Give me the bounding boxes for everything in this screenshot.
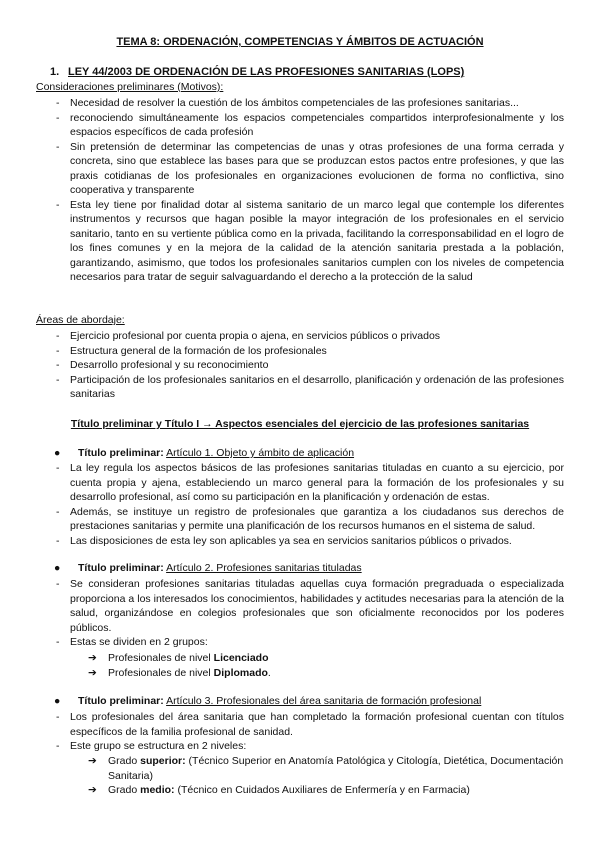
list-item: - Los profesionales del área sanitaria que han completado la formación profesional cuentan con títulos específicos de la familia profesional de sanidad. [56, 711, 564, 738]
dash-marker: - [56, 330, 60, 342]
dash-marker: - [56, 711, 60, 723]
articulo-1-list [36, 461, 564, 548]
list-item: ➔ Grado medio: (Técnico en Cuidados Auxiliares de Enfermería y en Farmacia) [88, 784, 470, 796]
arrow-icon: ➔ [88, 666, 97, 679]
article-link: Artículo 1. Objeto y ámbito de aplicación [166, 447, 355, 459]
section-title: Título preliminar y Título I → Aspectos esenciales del ejercicio de las profesiones sanitarias [70, 418, 530, 430]
dash-marker: - [56, 344, 60, 357]
dash-marker: - [56, 359, 60, 371]
articulo-3-list [36, 710, 564, 754]
list-item: ➔ Grado superior: (Técnico Superior en Anatomía Patológica y Citología, Dietética, Documentación Sanitaria) [88, 755, 564, 782]
dash-marker: - [56, 97, 60, 109]
bullet-marker: ● [54, 447, 61, 459]
document-title: TEMA 8: ORDENACIÓN, COMPETENCIAS Y ÁMBITOS DE ACTUACIÓN [116, 36, 484, 48]
list-item: - Participación de los profesionales sanitarios en el desarrollo, planificación y ordenación de las profesiones sanitarias [56, 373, 564, 400]
dash-marker: - [56, 140, 60, 153]
articulo-3-levels [88, 754, 568, 798]
heading-number: 1. [50, 66, 60, 78]
list-item: - La ley regula los aspectos básicos de las profesiones sanitarias tituladas en cuanto a su ejercicio, por cuenta propia y ajena, estableciendo un marco general para la formación de los profesionales y su desarrollo profesional, así como su participación en la planificación y ordenación de estas. [56, 462, 564, 503]
list-item: - Las disposiciones de esta ley son aplicables ya sea en servicios sanitarios públicos o privados. [56, 534, 512, 547]
bullet-marker: ● [54, 562, 61, 574]
list-item: - Además, se instituye un registro de profesionales que garantiza a los ciudadanos sus derechos de prestaciones sanitarias y permite una planificación de los recursos humanos en el sistema de salud. [56, 505, 564, 532]
articulo-2-groups [88, 651, 568, 680]
bullet-marker: ● [54, 695, 61, 707]
areas-list [36, 329, 564, 402]
list-item: - Esta ley tiene por finalidad dotar al sistema sanitario de un marco legal que contemple los diferentes instrumentos y recursos que hagan posible la mayor integración de los profesionales en el servicio sanitario, tanto en su vertiente pública como en la privada, facilitando la corresponsabilidad en el logro de los fines comunes y en la mejora de la calidad de la atención sanitaria prestada a la población, garantizando, asimismo, que todos los profesionales sanitarios cumplen con los niveles de competencia necesarios para tratar de seguir salvaguardando el derecho a la protección de la salud [56, 198, 564, 283]
list-item: - Sin pretensión de determinar las competencias de unas y otras profesiones de una forma cerrada y concreta, sino que establece las bases para que se produzcan estos pactos entre profesiones, y que las praxis cotidianas de los profesionales en organizaciones evolucionen de forma no conflictiva, sino cooperativa y transparente [56, 140, 564, 196]
heading-text: LEY 44/2003 DE ORDENACIÓN DE LAS PROFESIONES SANITARIAS (LOPS) [68, 66, 465, 78]
areas-label: Áreas de abordaje: [36, 314, 125, 326]
list-item: - Desarrollo profesional y su reconocimiento [56, 359, 269, 371]
article-link: Artículo 2. Profesiones sanitarias tituladas [166, 562, 362, 574]
consideraciones-label: Consideraciones preliminares (Motivos): [36, 81, 224, 93]
consideraciones-list [36, 96, 564, 285]
articulo-2-heading: ● Título preliminar: Artículo 2. Profesiones sanitarias tituladas [54, 562, 362, 574]
arrow-icon: ➔ [88, 755, 97, 767]
list-item: - Estas se dividen en 2 grupos: [56, 636, 208, 648]
articulo-1-heading: ● Título preliminar: Artículo 1. Objeto y ámbito de aplicación [54, 447, 355, 459]
arrow-icon: ➔ [88, 784, 97, 796]
article-link: Artículo 3. Profesionales del área sanitaria de formación profesional [166, 695, 482, 707]
dash-marker: - [56, 578, 60, 590]
dash-marker: - [56, 534, 60, 547]
articulo-3-heading: ● Título preliminar: Artículo 3. Profesionales del área sanitaria de formación profesional [54, 695, 482, 707]
list-item: - Se consideran profesiones sanitarias tituladas aquellas cuya formación pregraduada o especializada proporciona a los interesados los conocimientos, habilidades y actitudes necesarias para la atención de la salud, organizándose en colegios profesionales que son oficialmente reconocidos por los poderes públicos. [56, 578, 564, 634]
section-heading-1 [50, 66, 464, 78]
articulo-2-list [36, 577, 564, 650]
dash-marker: - [56, 462, 60, 474]
list-item: ➔ Profesionales de nivel Licenciado [88, 652, 269, 664]
dash-marker: - [56, 740, 60, 752]
list-item: - reconociendo simultáneamente los espacios competenciales compartidos interprofesionalmente y los espacios específicos de cada profesión [56, 111, 564, 138]
dash-marker: - [56, 111, 60, 124]
dash-marker: - [56, 505, 60, 518]
list-item: - Ejercicio profesional por cuenta propia o ajena, en servicios públicos o privados [56, 330, 441, 342]
dash-marker: - [56, 373, 60, 386]
dash-marker: - [56, 198, 60, 211]
dash-marker: - [56, 636, 60, 648]
list-item: - Estructura general de la formación de los profesionales [56, 344, 327, 357]
list-item: ➔ Profesionales de nivel Diplomado. [88, 666, 271, 679]
list-item: - Necesidad de resolver la cuestión de los ámbitos competenciales de las profesiones sanitarias... [56, 97, 519, 109]
list-item: - Este grupo se estructura en 2 niveles: [56, 740, 247, 752]
arrow-icon: ➔ [88, 652, 97, 664]
